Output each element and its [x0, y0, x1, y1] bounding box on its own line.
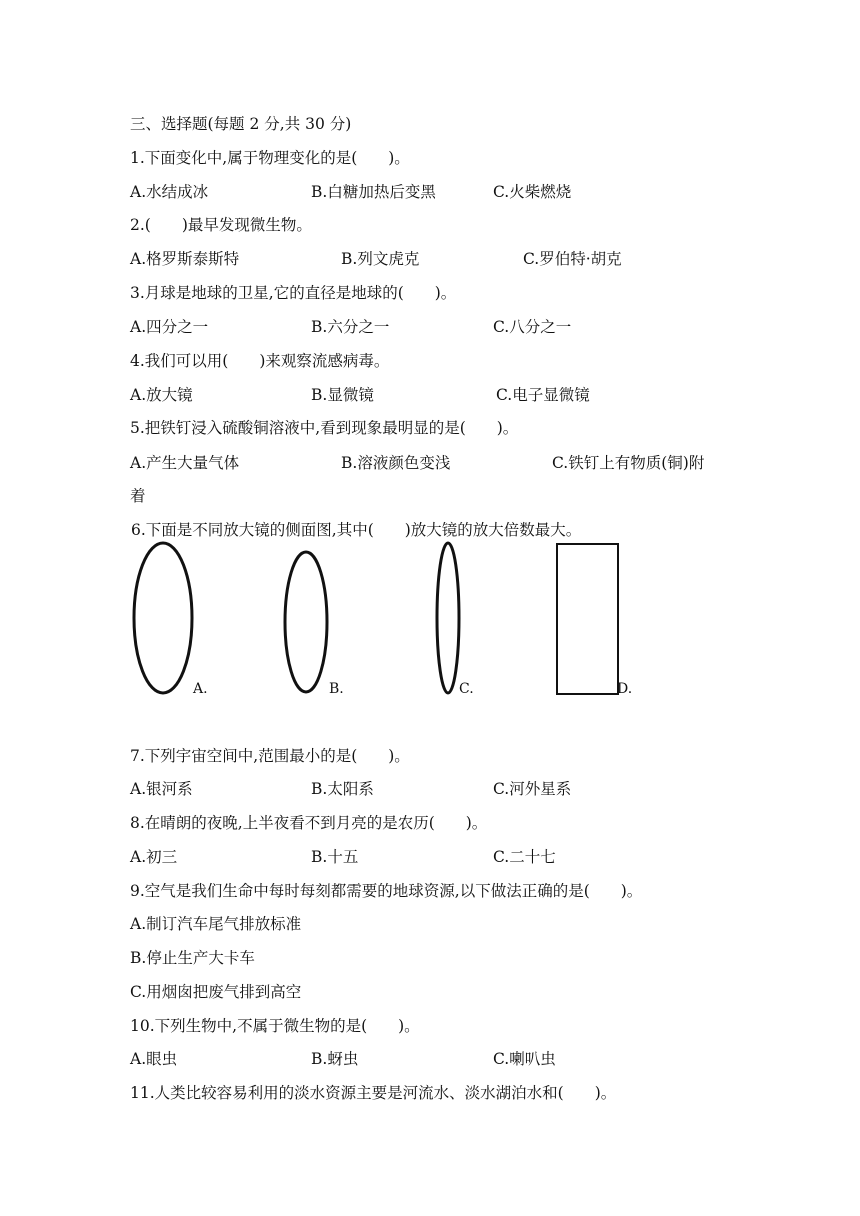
question-10-option-a[interactable]: A.眼虫 [130, 1050, 178, 1068]
question-10-option-b[interactable]: B.蚜虫 [311, 1050, 359, 1068]
question-8-stem: 8.在晴朗的夜晚,上半夜看不到月亮的是农历( )。 [130, 814, 488, 832]
question-3-option-b[interactable]: B.六分之一 [311, 318, 390, 336]
lens-c-shape[interactable] [437, 543, 459, 693]
question-9-option-b[interactable]: B.停止生产大卡车 [130, 949, 255, 967]
lens-c-label: C. [459, 681, 474, 697]
question-5-option-c-continuation: 着 [130, 487, 146, 505]
lens-a-shape[interactable] [134, 543, 192, 693]
question-8-option-c[interactable]: C.二十七 [493, 848, 556, 866]
question-2-option-b[interactable]: B.列文虎克 [341, 250, 420, 268]
question-7-option-c[interactable]: C.河外星系 [493, 780, 572, 798]
question-11-stem: 11.人类比较容易利用的淡水资源主要是河流水、淡水湖泊水和( )。 [130, 1084, 617, 1102]
question-5-option-b[interactable]: B.溶液颜色变浅 [341, 454, 451, 472]
lens-d-shape[interactable] [557, 544, 618, 694]
question-1-stem: 1.下面变化中,属于物理变化的是( )。 [130, 149, 410, 167]
question-10-option-c[interactable]: C.喇叭虫 [493, 1050, 556, 1068]
question-3-option-a[interactable]: A.四分之一 [130, 318, 209, 336]
question-8-option-b[interactable]: B.十五 [311, 848, 359, 866]
question-4-stem: 4.我们可以用( )来观察流感病毒。 [130, 352, 390, 370]
question-2-stem: 2.( )最早发现微生物。 [130, 216, 312, 234]
question-5-option-c[interactable]: C.铁钉上有物质(铜)附 [552, 454, 705, 472]
lens-b-label: B. [329, 681, 344, 697]
question-8-option-a[interactable]: A.初三 [130, 848, 178, 866]
lens-d-label: D. [617, 681, 633, 697]
lens-b-shape[interactable] [285, 552, 327, 692]
question-5-option-a[interactable]: A.产生大量气体 [130, 454, 240, 472]
question-9-option-a[interactable]: A.制订汽车尾气排放标准 [130, 915, 302, 933]
question-3-option-c[interactable]: C.八分之一 [493, 318, 572, 336]
question-1-option-b[interactable]: B.白糖加热后变黑 [311, 183, 436, 201]
lens-a-label: A. [193, 681, 208, 697]
question-7-stem: 7.下列宇宙空间中,范围最小的是( )。 [130, 747, 410, 765]
lens-figure [0, 530, 860, 710]
question-7-option-b[interactable]: B.太阳系 [311, 780, 374, 798]
question-2-option-c[interactable]: C.罗伯特·胡克 [523, 250, 622, 268]
question-6-stem: 6.下面是不同放大镜的侧面图,其中( )放大镜的放大倍数最大。 [131, 521, 582, 539]
question-4-option-b[interactable]: B.显微镜 [311, 386, 374, 404]
question-9-stem: 9.空气是我们生命中每时每刻都需要的地球资源,以下做法正确的是( )。 [130, 882, 643, 900]
question-9-option-c[interactable]: C.用烟囱把废气排到高空 [130, 983, 302, 1001]
question-4-option-c[interactable]: C.电子显微镜 [496, 386, 590, 404]
question-7-option-a[interactable]: A.银河系 [130, 780, 193, 798]
question-4-option-a[interactable]: A.放大镜 [130, 386, 193, 404]
question-1-option-a[interactable]: A.水结成冰 [130, 183, 209, 201]
question-3-stem: 3.月球是地球的卫星,它的直径是地球的( )。 [130, 284, 457, 302]
section-title: 三、选择题(每题 2 分,共 30 分) [130, 115, 352, 133]
question-10-stem: 10.下列生物中,不属于微生物的是( )。 [130, 1017, 420, 1035]
question-1-option-c[interactable]: C.火柴燃烧 [493, 183, 572, 201]
question-5-stem: 5.把铁钉浸入硫酸铜溶液中,看到现象最明显的是( )。 [130, 419, 519, 437]
question-2-option-a[interactable]: A.格罗斯泰斯特 [130, 250, 240, 268]
